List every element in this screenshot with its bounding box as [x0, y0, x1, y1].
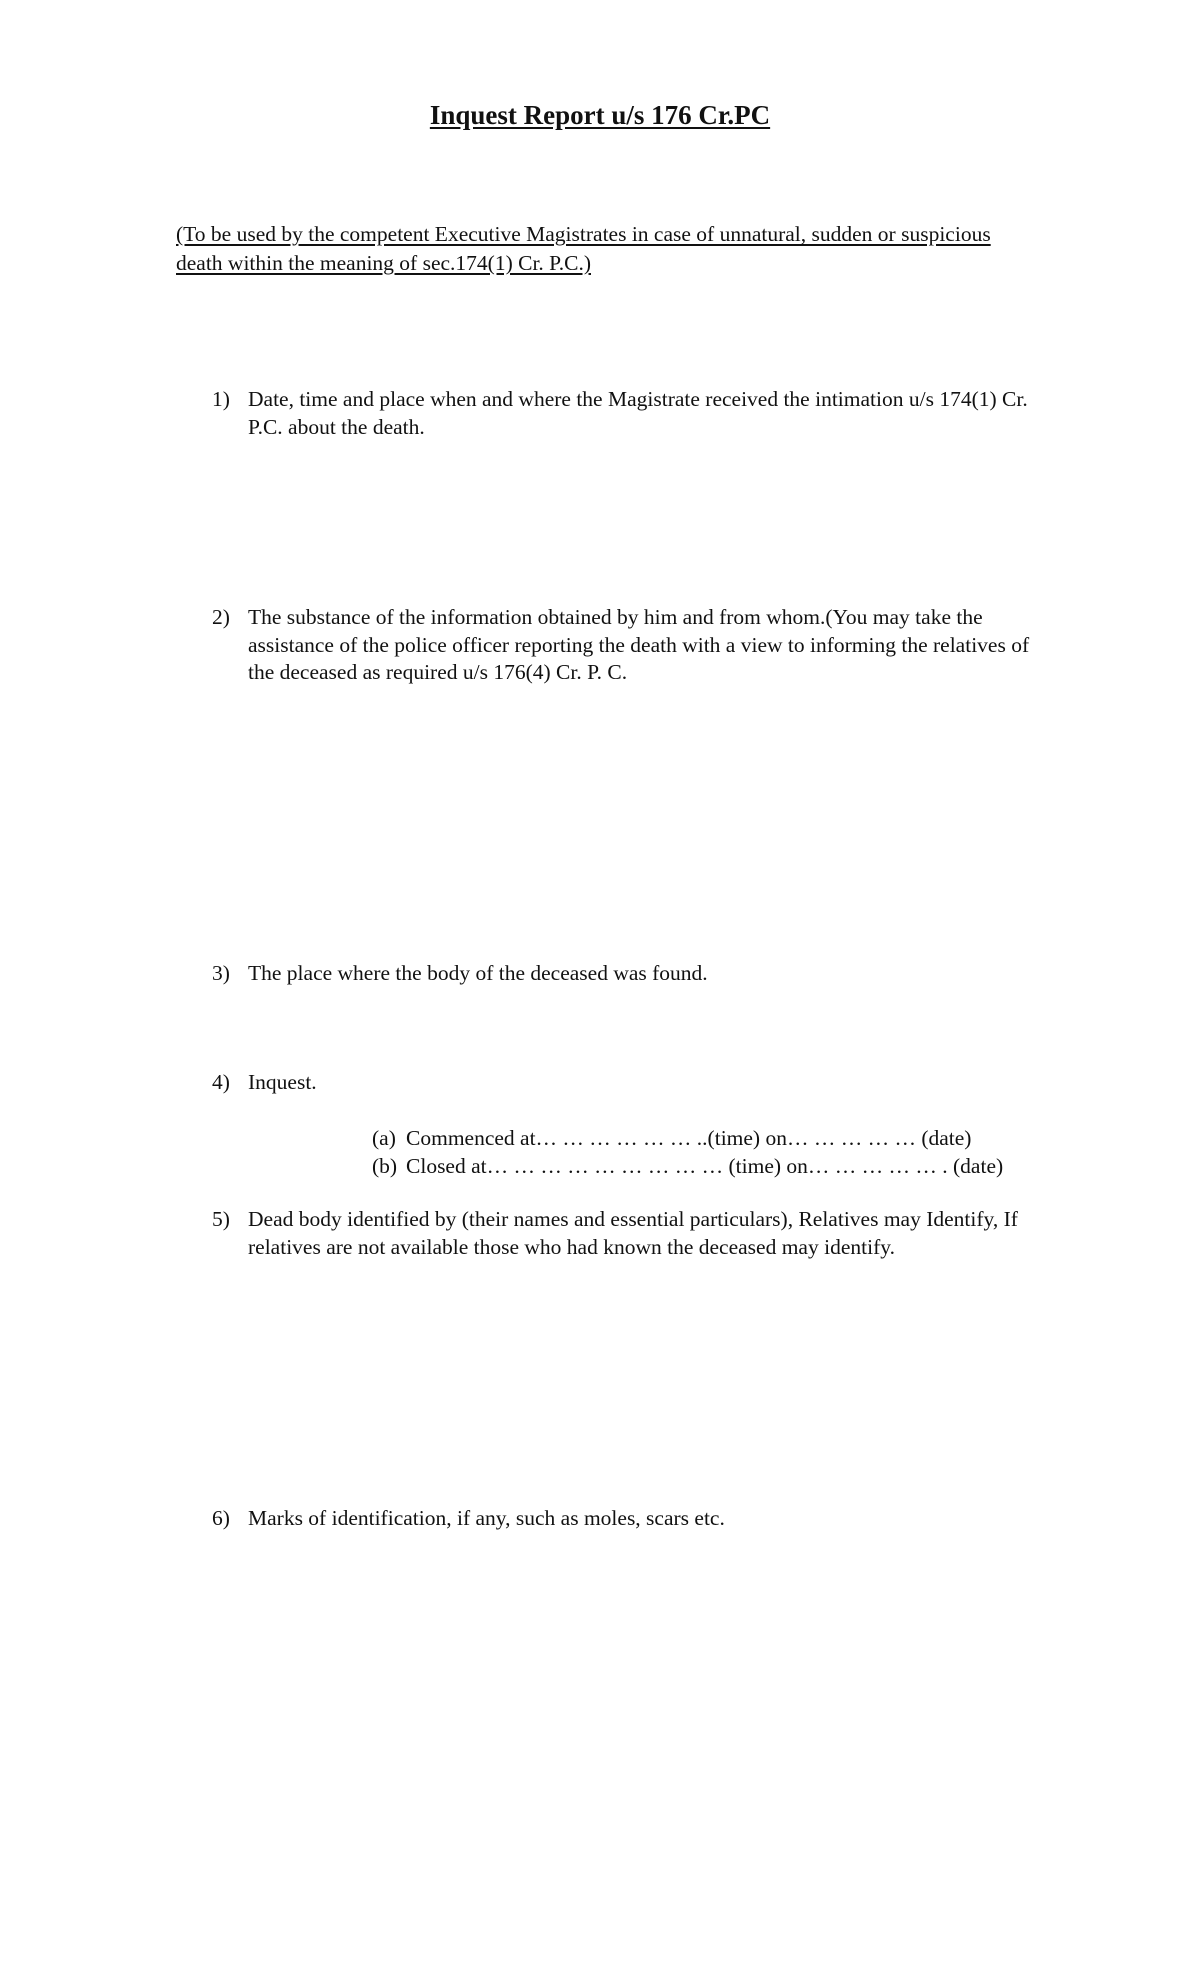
document-subtitle: (To be used by the competent Executive Magistrates in case of unnatural, sudden or suspicious death within the meaning of sec.174(1) Cr. P.C.) [176, 222, 991, 275]
form-item-4 [212, 1069, 1042, 1097]
form-item-6 [212, 1505, 1042, 1533]
item-number: 1) [212, 387, 230, 411]
item-text: The substance of the information obtained by him and from whom.(You may take the assistance of the police officer reporting the death with a view to informing the relatives of the deceased as required u/s 176(4) Cr. P. C. [248, 605, 1030, 684]
subitem-text: Closed at… … … … … … … … … (time) on… … … … … . (date) [406, 1154, 1004, 1178]
form-subitem-4b [372, 1152, 1072, 1180]
form-item-2 [212, 604, 1042, 687]
item-text: Dead body identified by (their names and essential particulars), Relatives may Identify, If relatives are not available those who had known the deceased may identify. [248, 1207, 1018, 1259]
item-number: 4) [212, 1070, 230, 1094]
item-text: Marks of identification, if any, such as moles, scars etc. [248, 1506, 725, 1530]
form-subitem-4a [372, 1124, 1072, 1152]
subitem-number: (a) [372, 1126, 396, 1150]
form-item-3 [212, 960, 1042, 988]
item-number: 3) [212, 961, 230, 985]
item-number: 2) [212, 605, 230, 629]
item-number: 5) [212, 1207, 230, 1231]
subitem-text: Commenced at… … … … … … ..(time) on… … … … … (date) [406, 1126, 972, 1150]
item-text: Inquest. [248, 1070, 317, 1094]
form-item-1 [212, 386, 1042, 441]
document-title: Inquest Report u/s 176 Cr.PC [429, 100, 771, 130]
subitem-number: (b) [372, 1154, 398, 1178]
item-number: 6) [212, 1506, 230, 1530]
form-item-5 [212, 1206, 1042, 1261]
item-text: The place where the body of the deceased was found. [248, 961, 708, 985]
item-text: Date, time and place when and where the Magistrate received the intimation u/s 174(1) Cr. P.C. about the death. [248, 387, 1028, 439]
